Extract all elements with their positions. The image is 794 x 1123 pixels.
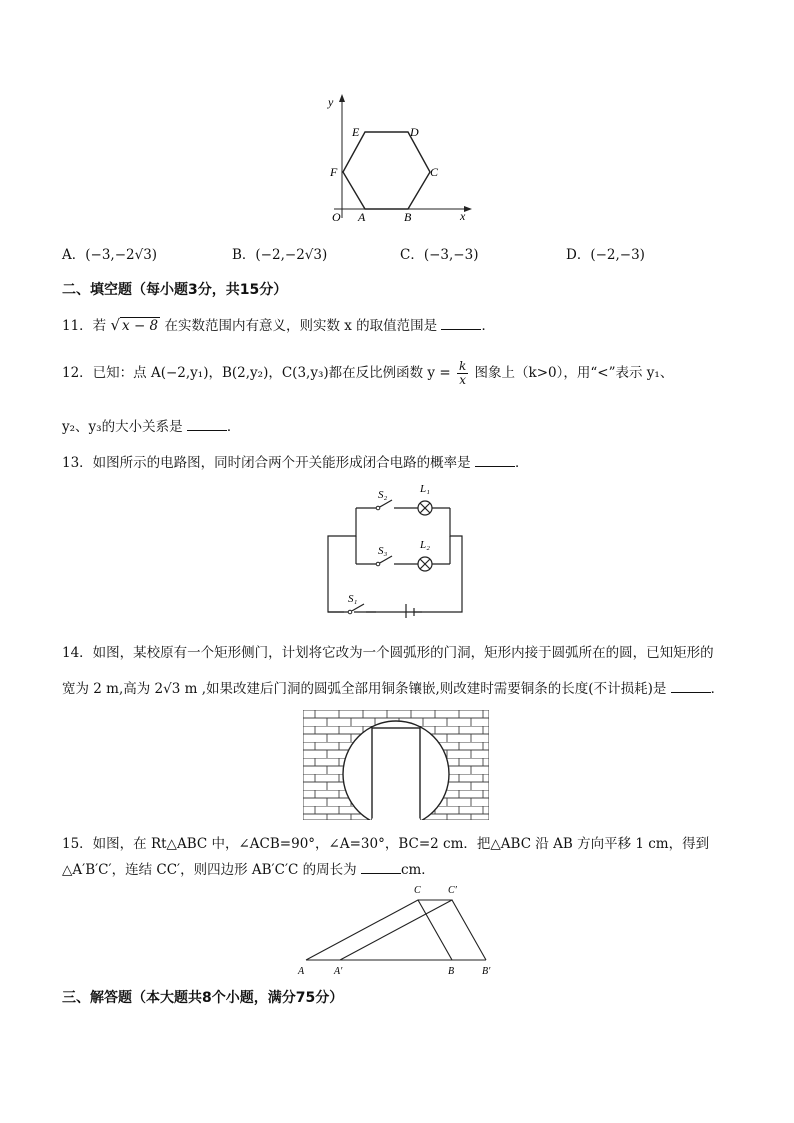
label-a: A — [298, 966, 305, 977]
label-a-prime: A′ — [334, 966, 343, 977]
y-axis-label: y — [328, 95, 334, 109]
q15-text: △A′B′C′，连结 CC′，则四边形 AB′C′C 的周长为 — [62, 862, 357, 878]
option-a: A．(−3,−2√3) — [62, 247, 158, 263]
q15-unit: cm． — [400, 862, 435, 878]
label-d: D — [410, 125, 419, 139]
label-f: F — [330, 165, 338, 179]
question-13 — [62, 451, 528, 471]
option-b: B．(−2,−2√3) — [232, 247, 328, 263]
question-11 — [62, 314, 495, 334]
label-s2: S₂ — [378, 489, 388, 501]
triangle-abc — [306, 900, 452, 960]
answer-blank-14 — [671, 680, 711, 693]
q12-text-c: y₂、y₃的大小关系是 — [62, 419, 183, 435]
section-3-heading: 三、解答题（本大题共8个小题，满分75分） — [62, 990, 344, 1006]
q14-end: ． — [710, 681, 725, 697]
triangle-figure — [292, 882, 506, 978]
hexagon — [343, 132, 430, 209]
q11-post: 在实数范围内有意义，则实数 x 的取值范围是 — [164, 318, 438, 334]
q12-fraction-denominator: x — [459, 373, 466, 387]
circuit-figure — [322, 480, 472, 618]
label-b: B — [448, 966, 455, 977]
label-l1: L₁ — [420, 483, 430, 495]
q12-end: ． — [226, 419, 241, 435]
option-d: D．(−2,−3) — [566, 247, 645, 263]
question-14-line1: 14．如图，某校原有一个矩形侧门，计划将它改为一个圆弧形的门洞，矩形内接于圆弧所在的圆，已知矩形的 — [62, 645, 714, 661]
label-s3: S₃ — [378, 545, 388, 557]
q12-fraction — [457, 360, 468, 387]
label-b-prime: B′ — [482, 966, 491, 977]
q12-fraction-numerator: k — [458, 359, 467, 373]
label-l2: L₂ — [420, 539, 430, 551]
hexagon-figure — [320, 92, 480, 226]
label-e: E — [352, 125, 360, 139]
q11-end: ． — [481, 318, 495, 334]
question-12-line2 — [62, 415, 240, 435]
label-c: C — [414, 885, 421, 896]
x-axis-label: x — [460, 209, 466, 223]
question-15-line1: 15．如图，在 Rt△ABC 中，∠ACB=90°，∠A=30°，BC=2 cm．把△ABC 沿 AB 方向平移 1 cm，得到 — [62, 836, 710, 852]
origin-label: O — [332, 210, 341, 224]
question-12-line1 — [62, 360, 673, 387]
q12-text-b: 图象上（k>0），用“<”表示 y₁、 — [474, 365, 674, 381]
label-s1: S₁ — [348, 593, 358, 605]
label-c-prime: C′ — [448, 885, 457, 896]
answer-blank-13 — [475, 454, 515, 467]
q14-text: 宽为 2 m,高为 2√3 m ,如果改建后门洞的圆弧全部用铜条镶嵌,则改建时需要铜条的长度(不计损耗)是 — [62, 681, 667, 697]
door-rectangle — [372, 728, 420, 820]
section-2-heading: 二、填空题（每小题3分，共15分） — [62, 282, 288, 298]
label-b: B — [404, 210, 412, 224]
q12-text-a: 12．已知：点 A(−2,y₁)，B(2,y₂)，C(3,y₃)都在反比例函数 y = — [62, 365, 451, 381]
q13-end: ． — [514, 455, 529, 471]
answer-blank-12 — [187, 418, 227, 431]
q11-pre: 11．若 — [62, 318, 107, 334]
door-figure — [303, 710, 489, 820]
q11-radicand: x − 8 — [122, 318, 159, 334]
question-15-line2 — [62, 858, 435, 878]
label-a: A — [358, 210, 366, 224]
question-14-line2 — [62, 677, 724, 697]
label-c: C — [430, 165, 439, 179]
answer-blank-11 — [441, 317, 481, 330]
q13-text: 13．如图所示的电路图，同时闭合两个开关能形成闭合电路的概率是 — [62, 455, 471, 471]
q11-radical: √ — [110, 316, 121, 334]
option-c: C．(−3,−3) — [400, 247, 479, 263]
answer-blank-15 — [361, 861, 401, 874]
